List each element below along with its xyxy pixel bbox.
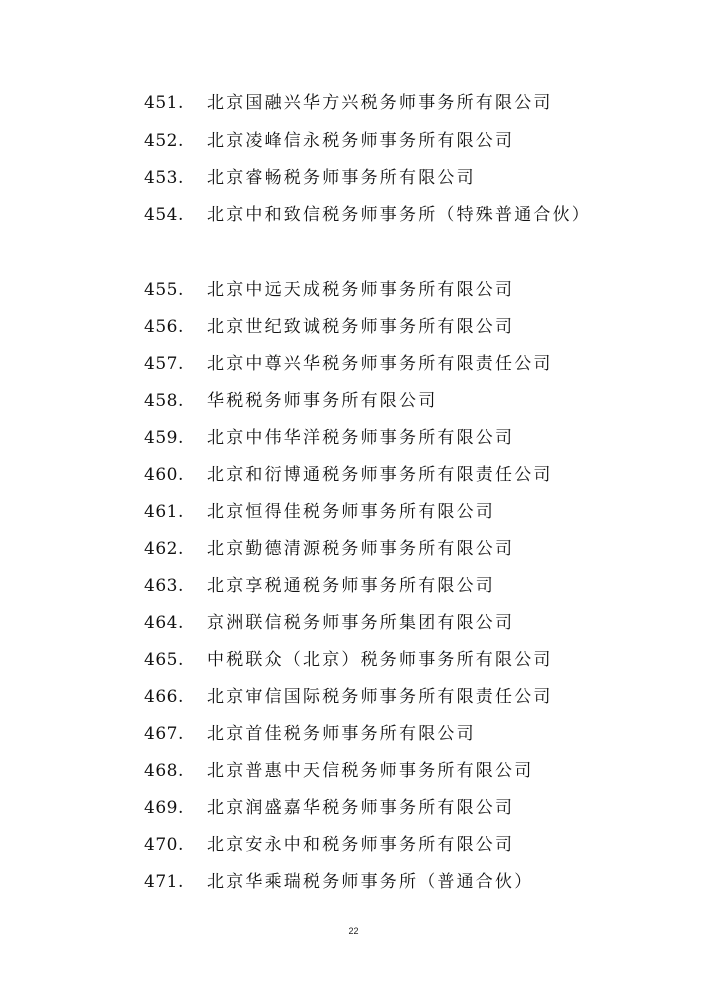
list-item xyxy=(0,126,707,156)
list-item xyxy=(0,88,707,118)
list-item xyxy=(0,867,707,897)
list-item xyxy=(0,386,707,416)
firm-name: 北京审信国际税务师事务所有限责任公司 xyxy=(207,687,553,707)
list-item xyxy=(0,497,707,527)
list-item xyxy=(0,534,707,564)
item-number: 453. xyxy=(144,168,184,188)
list-item xyxy=(0,571,707,601)
firm-name: 北京和衍博通税务师事务所有限责任公司 xyxy=(207,465,553,485)
firm-name: 北京中和致信税务师事务所（特殊普通合伙） xyxy=(207,205,591,225)
firm-name: 北京世纪致诚税务师事务所有限公司 xyxy=(207,317,515,337)
firm-name: 北京恒得佳税务师事务所有限公司 xyxy=(207,502,495,522)
item-number: 451. xyxy=(144,93,184,113)
firm-name: 北京中尊兴华税务师事务所有限责任公司 xyxy=(207,354,553,374)
firm-name: 北京国融兴华方兴税务师事务所有限公司 xyxy=(207,93,553,113)
list-item xyxy=(0,200,707,230)
list-item xyxy=(0,645,707,675)
firm-name: 北京中远天成税务师事务所有限公司 xyxy=(207,280,515,300)
list-item xyxy=(0,349,707,379)
list-item xyxy=(0,423,707,453)
firm-name: 北京润盛嘉华税务师事务所有限公司 xyxy=(207,798,515,818)
list-item xyxy=(0,756,707,786)
item-number: 471. xyxy=(144,872,184,892)
item-number: 462. xyxy=(144,539,184,559)
item-number: 464. xyxy=(144,613,184,633)
item-number: 468. xyxy=(144,761,184,781)
item-number: 461. xyxy=(144,502,184,522)
list-item xyxy=(0,275,707,305)
list-item xyxy=(0,719,707,749)
item-number: 460. xyxy=(144,465,184,485)
item-number: 463. xyxy=(144,576,184,596)
item-number: 459. xyxy=(144,428,184,448)
item-number: 470. xyxy=(144,835,184,855)
list-item xyxy=(0,830,707,860)
firm-name: 北京中伟华洋税务师事务所有限公司 xyxy=(207,428,515,448)
item-number: 452. xyxy=(144,131,184,151)
item-number: 465. xyxy=(144,650,184,670)
page-number: 22 xyxy=(348,926,359,936)
item-number: 457. xyxy=(144,354,184,374)
firm-name: 北京凌峰信永税务师事务所有限公司 xyxy=(207,131,515,151)
item-number: 467. xyxy=(144,724,184,744)
firm-name: 北京普惠中天信税务师事务所有限公司 xyxy=(207,761,534,781)
item-number: 455. xyxy=(144,280,184,300)
firm-name: 北京安永中和税务师事务所有限公司 xyxy=(207,835,515,855)
firm-name: 中税联众（北京）税务师事务所有限公司 xyxy=(207,650,553,670)
item-number: 454. xyxy=(144,205,184,225)
firm-name: 京洲联信税务师事务所集团有限公司 xyxy=(207,613,515,633)
list-item xyxy=(0,793,707,823)
list-item xyxy=(0,608,707,638)
item-number: 456. xyxy=(144,317,184,337)
list-item xyxy=(0,312,707,342)
firm-name: 北京勤德清源税务师事务所有限公司 xyxy=(207,539,515,559)
item-number: 466. xyxy=(144,687,184,707)
list-item xyxy=(0,163,707,193)
item-number: 458. xyxy=(144,391,184,411)
item-number: 469. xyxy=(144,798,184,818)
list-item xyxy=(0,460,707,490)
list-item xyxy=(0,682,707,712)
firm-name: 华税税务师事务所有限公司 xyxy=(207,391,438,411)
firm-name: 北京华乘瑞税务师事务所（普通合伙） xyxy=(207,872,534,892)
firm-name: 北京首佳税务师事务所有限公司 xyxy=(207,724,476,744)
firm-name: 北京睿畅税务师事务所有限公司 xyxy=(207,168,476,188)
firm-name: 北京享税通税务师事务所有限公司 xyxy=(207,576,495,596)
